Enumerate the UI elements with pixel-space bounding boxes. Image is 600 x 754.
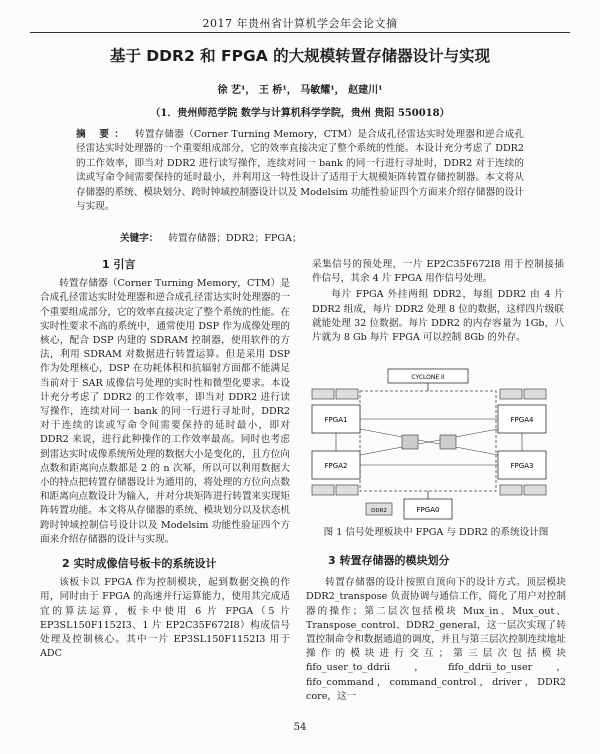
section-3-heading: 3 转置存储器的模块划分 bbox=[328, 554, 450, 567]
ddr-block-8 bbox=[524, 485, 546, 495]
paper-authors: 徐 艺¹， 王 桥¹， 马敏耀¹， 赵建川¹ bbox=[217, 85, 383, 96]
running-head: 2017 年贵州省计算机学会年会论文摘 bbox=[202, 17, 398, 30]
fpga4-label: FPGA4 bbox=[510, 416, 534, 424]
keywords-label: 关键字： bbox=[120, 233, 159, 244]
right-column-bottom bbox=[306, 526, 566, 704]
right-column-top bbox=[312, 258, 564, 345]
cyclone-label: CYCLONE II bbox=[411, 374, 445, 381]
bus-ring bbox=[360, 391, 496, 491]
ddr-block-4 bbox=[524, 389, 546, 399]
system-figure bbox=[302, 367, 560, 523]
ddr-chip-label: DDR2 bbox=[371, 508, 387, 514]
ddr-block-5 bbox=[312, 485, 334, 495]
section-1-heading: 1 引言 bbox=[102, 258, 136, 271]
figure-caption: 图 1 信号处理板块中 FPGA 与 DDR2 的系统设计图 bbox=[323, 527, 549, 538]
keywords-text: 转置存储器；DDR2；FPGA； bbox=[168, 233, 302, 244]
fpga1-label: FPGA1 bbox=[324, 416, 348, 424]
section-2-text: 该板卡以 FPGA 作为控制模块，起到数据交换的作用，同时由于 FPGA 的高速并行运算能力，使用其完成适宜的算法运算，板卡中使用 6 片 FPGA（5 片 EP3SL150F1152I3、1 片 EP2C35F672I8）构成信号处理及控制核心。其中一片 EP3SL150F1152I3 用于 ADC bbox=[40, 577, 290, 660]
paper-affiliation: （1．贵州师范学院 数学与计算机科学学院，贵州 贵阳 550018） bbox=[150, 108, 450, 119]
paper-title: 基于 DDR2 和 FPGA 的大规模转置存储器设计与实现 bbox=[109, 47, 491, 65]
keywords bbox=[120, 230, 302, 244]
ddr-block-7 bbox=[500, 485, 522, 495]
section-3-text: 转置存储器的设计按照自顶向下的设计方式。顶层模块 DDR2_transpose 负责协调与通信工作，简化了用户对控制器的操作；第二层次包括模块 Mux_in、Mux_out、Transpose_control、DDR2_general，这一层次实现了转置控制命令和数据通道的调度，并且与第三层次控制连续地址操作的模块进行交互；第三层次包括模块 fifo_user_to_ddrii，fifo_ddrii_to_user，fifo_command，command_control，driver，DDR2 core，这一 bbox=[306, 577, 566, 702]
center-chip-1 bbox=[402, 435, 418, 449]
ddr-block-3 bbox=[500, 389, 522, 399]
fpga0-label: FPGA0 bbox=[416, 506, 440, 514]
center-chip-2 bbox=[440, 435, 456, 449]
right-para-2: 每片 FPGA 外挂两组 DDR2，每组 DDR2 由 4 片 DDR2 组成，每片 DDR2 处理 8 位的数据，这样四片级联就能处理 32 位数据。每片 DDR2 的内存容量为 1Gb，八片就为 8 Gb 每片 FPGA 可以控制 8Gb 的外存。 bbox=[312, 289, 564, 344]
abstract bbox=[76, 128, 524, 214]
abstract-text: 转置存储器（Corner Turning Memory，CTM）是合成孔径雷达实时处理器和逆合成孔径雷达实时处理器的一个重要组成部分，它的效率直接决定了整个系统的性能。本设计充分考虑了 DDR2 的工作效率，即当对 DDR2 进行读写操作，连续对同一 bank 的同一行进行寻址时，DDR2 对于连续的读或写命令间需要保持的延时最小，并利用这一特性设计了适用于大规模矩阵转置存储控制器。本文将从存储器的系统、模块划分、跨时钟域控制器设计以及 Modelsim 功能性验证四个方面来介绍存储器的设计与实现。 bbox=[76, 129, 524, 213]
ddr-block-6 bbox=[336, 485, 358, 495]
header-rule bbox=[30, 32, 570, 33]
abstract-label: 摘 要： bbox=[76, 129, 130, 140]
ddr-block-2 bbox=[336, 389, 358, 399]
fpga3-label: FPGA3 bbox=[510, 462, 534, 470]
right-para-1: 采集信号的预处理，一片 EP2C35F672I8 用于控制接插件信号，其余 4 片 FPGA 用作信号处理。 bbox=[312, 259, 564, 285]
fpga2-label: FPGA2 bbox=[324, 462, 348, 470]
page-number: 54 bbox=[293, 722, 307, 733]
section-1-text: 转置存储器（Corner Turning Memory，CTM）是合成孔径雷达实时处理器和逆合成孔径雷达实时处理器的一个重要组成部分，它的效率直接决定了整个系统的性能。在实时性要求不高的系统中，通常使用 DSP 作为成像处理的核心，配合 DSP 内建的 SDRAM 控制器，使用软件的方法，利用 SDRAM 对数据进行转置运算。但是采用 DSP 作为处理核心，DSP 在功耗体积和抗辐射方面都不能满足当前对于 SAR 成像信号处理的实时性和微型化要求。本设计充分考虑了 DDR2 的工作效率，即当对 DDR2 进行读写操作，连续对同一 bank 的同一行进行寻址时，DDR2 对于连续的读或写命令间需要保持的延时最小，即对 DDR2 来说，进行此种操作的工作效率最高。同时也考虑到雷达实时成像系统所处理的数据大小是变化的，且方位向点数和距离向点数都是 2 的 n 次幂，所以可以利用数据大小的特点把转置存储器设计为通用的，将处理的方位向点数和距离向点数设计为输入，并对分块矩阵进行转置来实现矩阵转置功能。本文将从存储器的系统、模块划分以及状态机跨时钟域控制信号设计以及 Modelsim 功能性验证四个方面来介绍存储器的设计与实现。 bbox=[40, 278, 290, 545]
left-column bbox=[40, 258, 290, 661]
section-2-heading: 2 实时成像信号板卡的系统设计 bbox=[62, 557, 217, 571]
ddr-block-1 bbox=[312, 389, 334, 399]
